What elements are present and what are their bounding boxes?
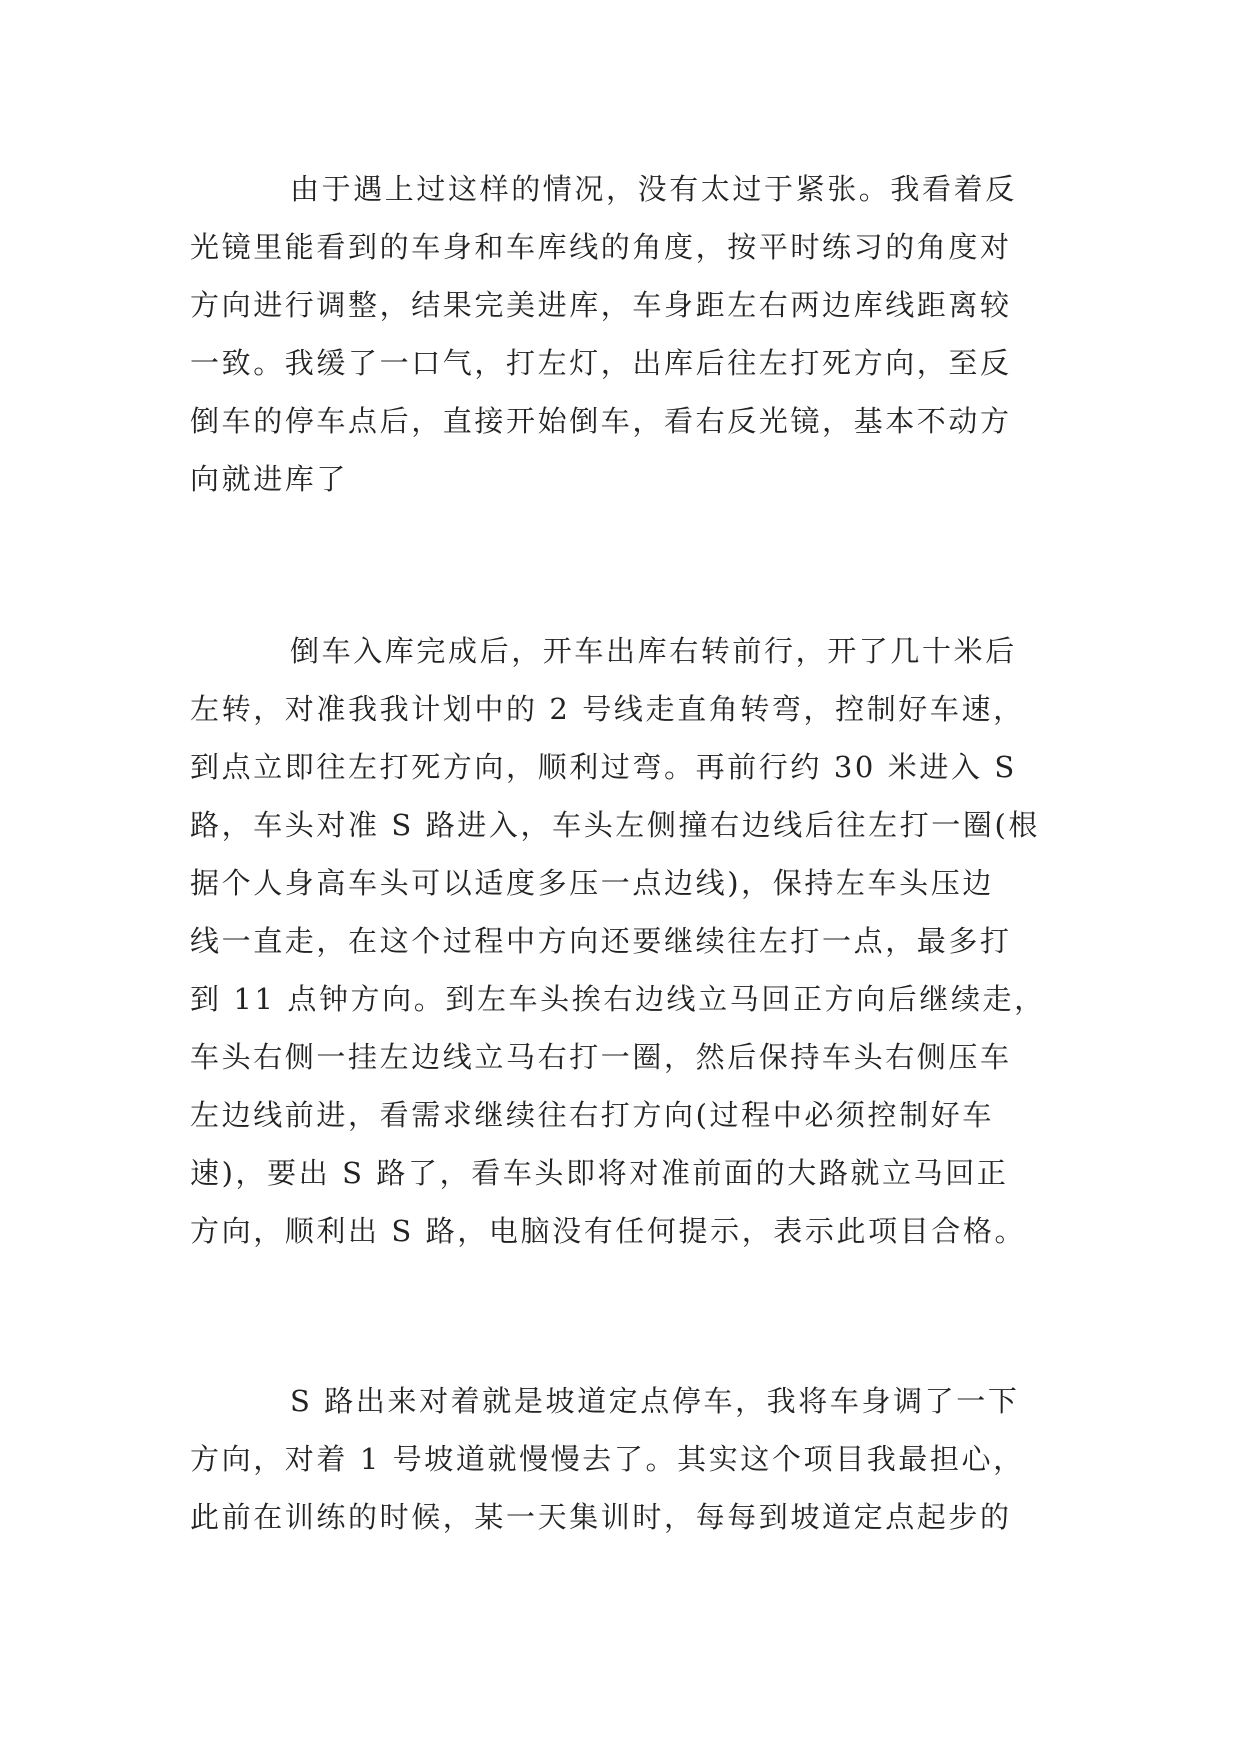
paragraph-line: 到 11 点钟方向。到左车头挨右边线立马回正方向后继续走， <box>190 982 1046 1016</box>
paragraph-line: 线一直走，在这个过程中方向还要继续往左打一点，最多打 <box>190 924 1012 958</box>
paragraph-line: 速)，要出 S 路了，看车头即将对准前面的大路就立马回正 <box>190 1156 1009 1190</box>
paragraph-line: 方向进行调整，结果完美进库，车身距左右两边库线距离较 <box>190 288 1012 322</box>
paragraph-line: 倒车的停车点后，直接开始倒车，看右反光镜，基本不动方 <box>190 404 1012 438</box>
paragraph-line: 方向，顺利出 S 路，电脑没有任何提示，表示此项目合格。 <box>190 1214 1027 1248</box>
paragraph-line: 左转，对准我我计划中的 2 号线走直角转弯，控制好车速， <box>190 692 1025 726</box>
paragraph-3 <box>190 1372 1070 1546</box>
paragraph-line: 由于遇上过这样的情况，没有太过于紧张。我看着反 <box>290 172 1017 206</box>
paragraph-line: 倒车入库完成后，开车出库右转前行，开了几十米后 <box>290 634 1017 668</box>
paragraph-line: 到点立即往左打死方向，顺利过弯。再前行约 30 米进入 S <box>190 750 1017 784</box>
paragraph-line: S 路出来对着就是坡道定点停车，我将车身调了一下 <box>290 1384 1020 1418</box>
paragraph-2 <box>190 622 1070 1260</box>
paragraph-line: 此前在训练的时候，某一天集训时，每每到坡道定点起步的 <box>190 1500 1012 1534</box>
paragraph-line: 方向，对着 1 号坡道就慢慢去了。其实这个项目我最担心， <box>190 1442 1025 1476</box>
paragraph-line: 路，车头对准 S 路进入，车头左侧撞右边线后往左打一圈(根 <box>190 808 1041 842</box>
paragraph-line: 据个人身高车头可以适度多压一点边线)，保持左车头压边 <box>190 866 994 900</box>
paragraph-line: 车头右侧一挂左边线立马右打一圈，然后保持车头右侧压车 <box>190 1040 1012 1074</box>
paragraph-1 <box>190 160 1070 508</box>
paragraph-line: 光镜里能看到的车身和车库线的角度，按平时练习的角度对 <box>190 230 1012 264</box>
paragraph-line: 向就进库了 <box>190 462 349 496</box>
paragraph-line: 左边线前进，看需求继续往右打方向(过程中必须控制好车 <box>190 1098 994 1132</box>
paragraph-line: 一致。我缓了一口气，打左灯，出库后往左打死方向，至反 <box>190 346 1012 380</box>
